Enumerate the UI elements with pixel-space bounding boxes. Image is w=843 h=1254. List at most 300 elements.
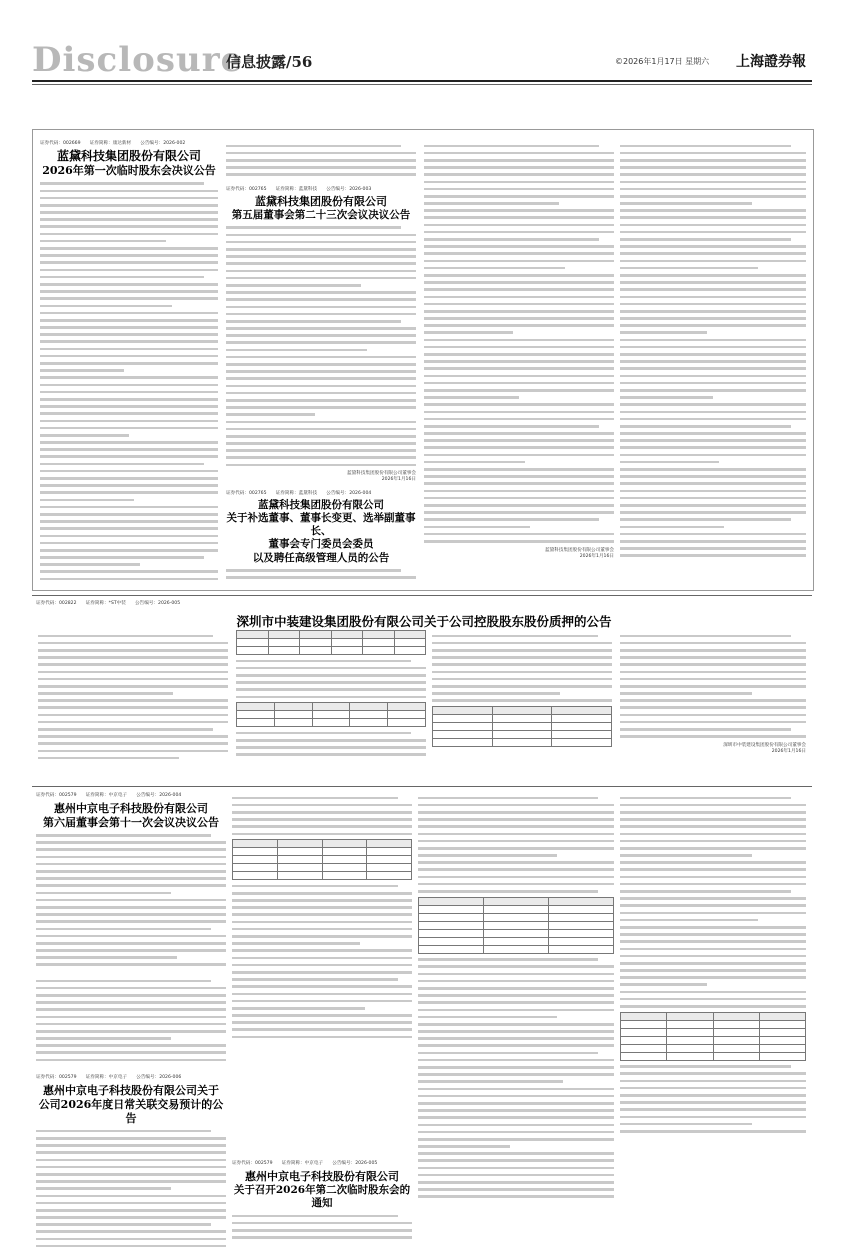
text-line — [424, 482, 614, 485]
text-line — [424, 267, 565, 270]
notice-related-transactions — [36, 1074, 226, 1250]
text-line — [620, 418, 806, 421]
text-line — [620, 181, 806, 184]
text-line — [418, 1167, 614, 1170]
text-line — [424, 353, 614, 356]
text-line — [40, 369, 124, 372]
text-line — [620, 231, 806, 234]
text-line — [226, 363, 416, 366]
text-line — [36, 1202, 226, 1205]
text-line — [620, 854, 752, 857]
notice-meta: 证券代码：002579 证券简称：中京电子 公告编号：2026-006 — [36, 1075, 182, 1080]
notice-meta: 证券代码：002579 证券简称：中京电子 公告编号：2026-005 — [232, 1161, 378, 1166]
lower-col3 — [418, 792, 614, 1250]
text-line — [620, 797, 791, 800]
text-line — [40, 563, 140, 566]
text-line — [424, 540, 614, 543]
text-line — [424, 296, 614, 299]
text-line — [38, 742, 228, 745]
text-line — [226, 145, 401, 148]
text-line — [418, 987, 614, 990]
text-line — [226, 306, 416, 309]
text-line — [424, 418, 614, 421]
notice-subtitle: 2026年第一次临时股东会决议公告 — [42, 164, 216, 177]
text-line — [232, 942, 360, 945]
section-divider — [32, 595, 812, 596]
text-line — [232, 804, 412, 807]
text-line — [40, 197, 218, 200]
text-line — [620, 425, 791, 428]
text-line — [418, 1030, 614, 1033]
text-line — [40, 434, 129, 437]
text-line — [424, 375, 614, 378]
text-line — [432, 671, 612, 674]
text-line — [432, 656, 612, 659]
notice-body — [232, 1215, 412, 1239]
text-line — [40, 305, 172, 308]
text-line — [36, 1023, 226, 1026]
text-line — [620, 649, 806, 652]
text-line — [620, 998, 806, 1001]
text-line — [40, 513, 218, 516]
text-line — [418, 1109, 614, 1112]
text-line — [226, 449, 416, 452]
text-line — [36, 870, 226, 873]
text-line — [620, 948, 806, 951]
notice-signature: 深圳市中装建设集团股份有限公司董事会 2026年1月16日 — [723, 742, 806, 754]
text-line — [424, 252, 614, 255]
text-line — [232, 797, 398, 800]
text-line — [236, 688, 426, 691]
text-line — [424, 166, 614, 169]
text-line — [36, 1016, 226, 1019]
text-line — [226, 334, 416, 337]
text-line — [418, 825, 614, 828]
notice-body — [226, 569, 416, 579]
text-line — [232, 818, 412, 821]
text-line — [36, 906, 226, 909]
text-line — [620, 1116, 806, 1119]
text-line — [418, 1195, 614, 1198]
text-line — [232, 949, 412, 952]
notice-title: 蓝黛科技集团股份有限公司 — [255, 195, 387, 208]
text-line — [40, 225, 218, 228]
notice-subtitle: 公司2026年度日常关联交易预计的公告 — [38, 1097, 224, 1125]
text-line — [424, 238, 599, 241]
section-divider — [32, 786, 812, 787]
text-line — [36, 892, 171, 895]
text-line — [38, 678, 228, 681]
notice-body-lines — [38, 635, 228, 760]
section-title: 信息披露/56 — [226, 53, 313, 71]
text-line — [226, 298, 416, 301]
text-line — [226, 166, 416, 169]
text-line — [424, 439, 614, 442]
text-line — [620, 1130, 806, 1133]
text-line — [620, 804, 806, 807]
text-line — [36, 1216, 226, 1219]
text-line — [418, 1124, 614, 1127]
text-line — [40, 535, 218, 538]
text-line — [418, 1102, 614, 1105]
notice-body-lines — [620, 635, 806, 738]
text-line — [620, 840, 806, 843]
text-line — [424, 152, 614, 155]
text-line — [620, 714, 806, 717]
notice-subtitle: 第五届董事会第二十三次会议决议公告 — [231, 208, 411, 221]
text-line — [226, 277, 416, 280]
notice-body-continued — [226, 140, 416, 180]
text-line — [424, 224, 614, 227]
text-line — [418, 854, 557, 857]
text-line — [418, 1174, 614, 1177]
notice-title-line2: 关于补选董事、董事长变更、选举副董事长、 — [226, 512, 416, 538]
notice-body-lines — [236, 660, 426, 699]
text-line — [432, 692, 560, 695]
text-line — [226, 320, 401, 323]
text-line — [418, 1188, 614, 1191]
text-line — [620, 411, 806, 414]
text-line — [36, 935, 226, 938]
text-line — [40, 182, 204, 185]
text-line — [620, 976, 806, 979]
text-line — [226, 349, 367, 352]
text-line — [620, 1094, 806, 1097]
text-line — [620, 876, 806, 879]
text-line — [424, 425, 599, 428]
text-line — [232, 935, 412, 938]
text-line — [418, 811, 614, 814]
notice-body — [226, 226, 416, 466]
notice-title: 惠州中京电子科技股份有限公司关于 — [43, 1084, 219, 1097]
text-line — [38, 735, 228, 738]
text-line — [418, 797, 598, 800]
text-line — [424, 346, 614, 349]
text-line — [620, 991, 806, 994]
text-line — [620, 540, 806, 543]
text-line — [418, 804, 614, 807]
text-line — [36, 848, 226, 851]
text-line — [226, 255, 416, 258]
text-line — [226, 270, 416, 273]
notice-body — [40, 182, 218, 580]
text-line — [620, 375, 806, 378]
text-line — [232, 1021, 412, 1024]
text-line — [40, 326, 218, 329]
text-line — [40, 448, 218, 451]
text-line — [418, 958, 598, 961]
text-line — [40, 211, 218, 214]
text-line — [232, 921, 412, 924]
text-line — [40, 405, 218, 408]
text-line — [232, 957, 412, 960]
text-line — [620, 188, 806, 191]
text-line — [424, 145, 599, 148]
text-line — [226, 576, 416, 579]
text-line — [418, 1181, 614, 1184]
text-line — [620, 267, 758, 270]
text-line — [424, 382, 614, 385]
text-line — [620, 173, 806, 176]
text-line — [40, 384, 218, 387]
text-line — [620, 861, 806, 864]
text-line — [36, 1230, 226, 1233]
text-line — [424, 260, 614, 263]
text-line — [424, 461, 525, 464]
text-line — [226, 370, 416, 373]
text-line — [424, 497, 614, 500]
pledge-body-col3 — [432, 630, 612, 780]
text-line — [38, 671, 228, 674]
text-line — [236, 674, 426, 677]
text-line — [620, 396, 713, 399]
text-line — [226, 159, 416, 162]
text-line — [620, 274, 806, 277]
text-line — [36, 856, 226, 859]
text-line — [432, 635, 598, 638]
text-line — [232, 1036, 412, 1039]
notice-signature: 蓝黛科技集团股份有限公司董事会 2026年1月16日 — [347, 471, 416, 483]
text-line — [36, 949, 226, 952]
notice-title-line4: 以及聘任高级管理人员的公告 — [252, 551, 390, 564]
notice-title: 蓝黛科技集团股份有限公司 — [56, 149, 201, 163]
text-line — [236, 667, 426, 670]
notice-title: 深圳市中装建设集团股份有限公司关于公司控股股东股份质押的公告 — [236, 614, 612, 629]
text-line — [236, 746, 426, 749]
text-line — [36, 1144, 226, 1147]
text-line — [232, 1028, 412, 1031]
lower-col4 — [620, 792, 806, 1250]
text-line — [620, 735, 806, 738]
text-line — [620, 360, 806, 363]
notice-body-lines — [620, 797, 806, 1008]
text-line — [36, 942, 226, 945]
text-line — [40, 556, 204, 559]
masthead-rule — [32, 80, 812, 82]
text-line — [40, 527, 218, 530]
text-line — [40, 355, 218, 358]
text-line — [620, 811, 806, 814]
text-line — [424, 367, 614, 370]
text-line — [620, 159, 806, 162]
text-line — [36, 884, 226, 887]
newspaper-name: 上海證券報 — [736, 54, 806, 70]
text-line — [38, 642, 228, 645]
text-line — [424, 432, 614, 435]
text-line — [226, 262, 416, 265]
text-line — [418, 1009, 614, 1012]
notice-title-line3: 董事会专门委员会委员 — [268, 538, 374, 551]
masthead-rule-thin — [32, 84, 812, 85]
text-line — [418, 890, 598, 893]
text-line — [40, 578, 218, 581]
text-line — [232, 1215, 398, 1218]
text-line — [38, 685, 228, 688]
text-line — [620, 1080, 806, 1083]
text-line — [418, 876, 614, 879]
notice-subtitle: 第六届董事会第十一次会议决议公告 — [43, 815, 219, 829]
pledge-body-col1 — [38, 630, 228, 780]
text-line — [620, 454, 806, 457]
notice-board-meeting-zhongjing — [36, 792, 226, 970]
text-line — [620, 533, 806, 536]
notice-body-column-3 — [424, 140, 614, 585]
text-line — [620, 166, 806, 169]
text-line — [232, 964, 412, 967]
text-line — [620, 346, 806, 349]
text-line — [620, 699, 806, 702]
text-line — [226, 456, 416, 459]
text-line — [620, 847, 806, 850]
text-line — [36, 899, 226, 902]
text-line — [40, 420, 218, 423]
text-line — [418, 861, 614, 864]
text-line — [620, 642, 806, 645]
text-line — [424, 245, 614, 248]
notice-meta: 证券代码：002669 证券简称：康达新材 公告编号：2026-002 — [40, 141, 186, 146]
text-line — [620, 983, 707, 986]
text-line — [38, 699, 228, 702]
text-line — [226, 284, 361, 287]
text-line — [418, 1152, 614, 1155]
text-line — [232, 1014, 412, 1017]
text-line — [418, 1138, 614, 1141]
notice-body-lines — [236, 732, 426, 756]
text-line — [620, 635, 791, 638]
text-line — [36, 863, 226, 866]
text-line — [40, 549, 218, 552]
text-line — [620, 883, 806, 886]
text-line — [226, 464, 416, 467]
text-line — [232, 833, 412, 836]
text-line — [36, 1195, 226, 1198]
pledge-summary-table — [236, 702, 426, 727]
text-line — [432, 663, 612, 666]
text-line — [418, 1001, 614, 1004]
pledge-table — [236, 630, 426, 655]
text-line — [40, 391, 218, 394]
text-line — [620, 818, 806, 821]
text-line — [620, 1072, 806, 1075]
text-line — [226, 435, 416, 438]
text-line — [226, 313, 416, 316]
text-line — [620, 238, 791, 241]
text-line — [40, 269, 218, 272]
text-line — [36, 1030, 226, 1033]
text-line — [226, 356, 416, 359]
text-line — [40, 240, 166, 243]
text-line — [418, 1066, 614, 1069]
text-line — [226, 241, 416, 244]
text-line — [424, 188, 614, 191]
related-table — [232, 839, 412, 880]
text-line — [36, 1037, 171, 1040]
text-line — [620, 432, 806, 435]
text-line — [226, 421, 416, 424]
text-line — [40, 491, 218, 494]
text-line — [40, 276, 204, 279]
text-line — [620, 511, 806, 514]
text-line — [424, 511, 614, 514]
text-line — [40, 204, 218, 207]
text-line — [424, 475, 614, 478]
notice-body-lines — [432, 635, 612, 702]
text-line — [36, 1008, 226, 1011]
text-line — [620, 497, 806, 500]
text-line — [40, 542, 218, 545]
text-line — [232, 892, 412, 895]
text-line — [40, 520, 218, 523]
text-line — [36, 928, 211, 931]
text-line — [226, 327, 416, 330]
text-line — [418, 1095, 614, 1098]
text-line — [40, 333, 218, 336]
notice-meta: 证券代码：002765 证券简称：蓝黛科技 公告编号：2026-004 — [226, 491, 372, 496]
text-line — [424, 454, 614, 457]
text-line — [40, 427, 218, 430]
text-line — [40, 348, 218, 351]
text-line — [40, 499, 134, 502]
text-line — [418, 1159, 614, 1162]
notice-meta: 证券代码：002579 证券简称：中京电子 公告编号：2026-004 — [36, 793, 182, 798]
text-line — [232, 928, 412, 931]
text-line — [418, 818, 614, 821]
text-line — [36, 956, 177, 959]
text-line — [620, 446, 806, 449]
text-line — [40, 340, 218, 343]
text-line — [418, 868, 614, 871]
text-line — [38, 750, 228, 753]
text-line — [620, 403, 806, 406]
text-line — [36, 920, 226, 923]
text-line — [418, 980, 614, 983]
notice-signature: 蓝黛科技集团股份有限公司董事会 2026年1月16日 — [545, 547, 614, 559]
text-line — [620, 671, 806, 674]
text-line — [38, 757, 179, 760]
text-line — [40, 190, 218, 193]
text-line — [620, 339, 806, 342]
text-line — [620, 475, 806, 478]
text-line — [38, 714, 228, 717]
text-line — [620, 919, 758, 922]
text-line — [620, 310, 806, 313]
text-line — [432, 678, 612, 681]
text-line — [620, 216, 806, 219]
text-line — [232, 1007, 365, 1010]
text-line — [418, 965, 614, 968]
notice-meta: 证券代码：002822 证券简称：*ST中装 公告编号：2026-005 — [36, 601, 181, 606]
text-line — [418, 973, 614, 976]
text-line — [418, 847, 614, 850]
dateline: ©2026年1月17日 星期六 — [615, 57, 710, 66]
text-line — [424, 468, 614, 471]
text-line — [36, 963, 226, 966]
text-line — [620, 1087, 806, 1090]
text-line — [424, 195, 614, 198]
text-line — [418, 1037, 614, 1040]
text-line — [40, 463, 204, 466]
text-line — [40, 312, 218, 315]
text-line — [38, 656, 228, 659]
text-line — [620, 367, 806, 370]
text-line — [226, 428, 416, 431]
notice-body — [36, 1130, 226, 1248]
text-line — [226, 291, 416, 294]
text-line — [40, 247, 218, 250]
text-line — [620, 389, 806, 392]
text-line — [36, 913, 226, 916]
text-line — [226, 385, 416, 388]
